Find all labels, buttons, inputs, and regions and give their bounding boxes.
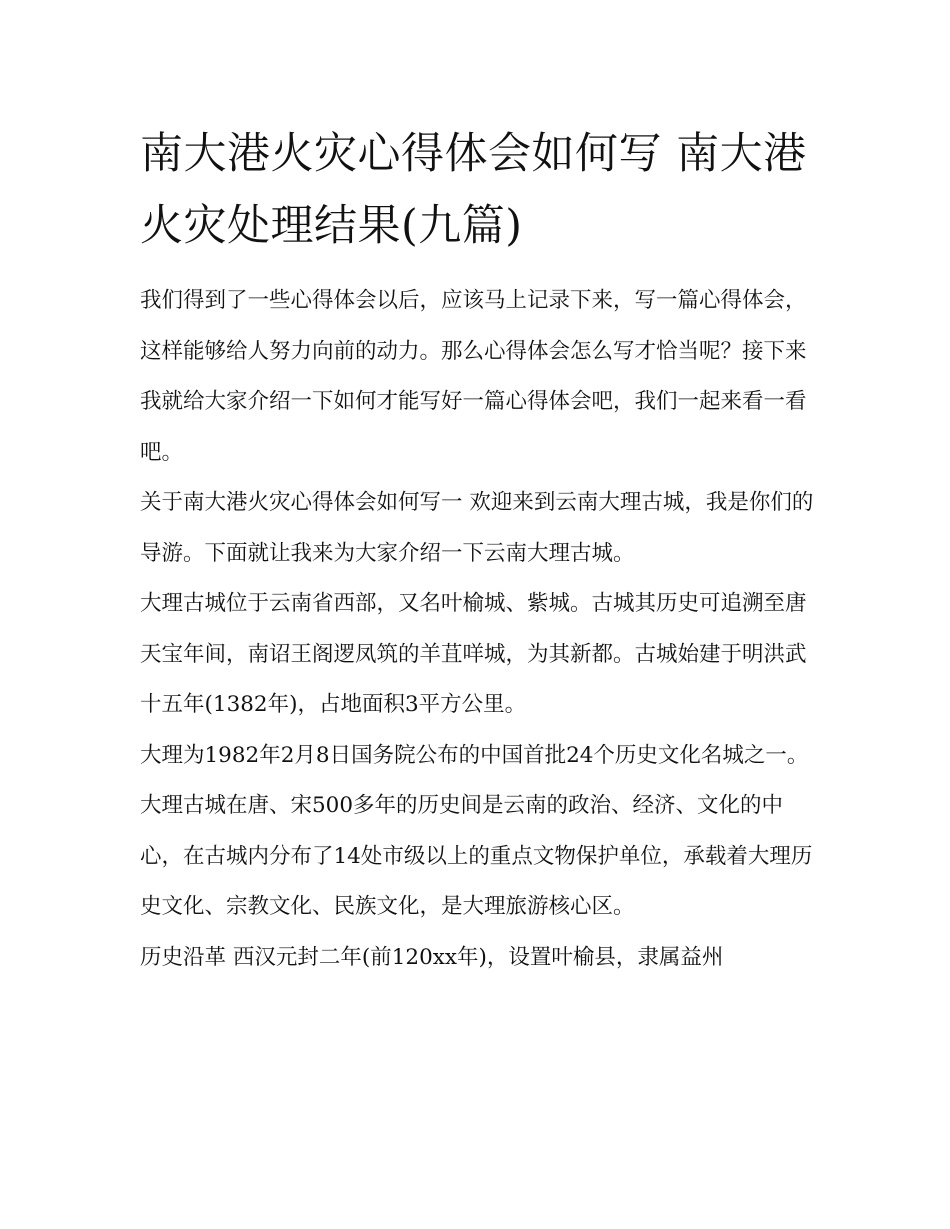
paragraph-historic-city: 大理为1982年2月8日国务院公布的中国首批24个历史文化名城之一。大理古城在唐、宋500多年的历史间是云南的政治、经济、文化的中心，在古城内分布了14处市级以上的重点文物保护单位，承载着大理历史文化、宗教文化、民族文化，是大理旅游核心区。 xyxy=(140,742,813,919)
paragraph-history: 历史沿革 西汉元封二年(前120xx年)，设置叶榆县，隶属益州 xyxy=(140,944,724,970)
document-title: 南大港火灾心得体会如何写 南大港火灾处理结果(九篇) xyxy=(140,129,807,251)
paragraph-old-town-location: 大理古城位于云南省西部，又名叶榆城、紫城。古城其历史可追溯至唐天宝年间，南诏王阁逻凤筑的羊苴咩城，为其新都。古城始建于明洪武十五年(1382年)，占地面积3平方公里。 xyxy=(140,591,807,717)
document-body xyxy=(140,118,815,983)
paragraph-intro: 我们得到了一些心得体会以后，应该马上记录下来，写一篇心得体会，这样能够给人努力向前的动力。那么心得体会怎么写才恰当呢？接下来我就给大家介绍一下如何才能写好一篇心得体会吧，我们一起来看一看吧。 xyxy=(140,288,807,465)
paragraph-guide-welcome: 关于南大港火灾心得体会如何写一 欢迎来到云南大理古城，我是你们的导游。下面就让我来为大家介绍一下云南大理古城。 xyxy=(140,490,814,566)
